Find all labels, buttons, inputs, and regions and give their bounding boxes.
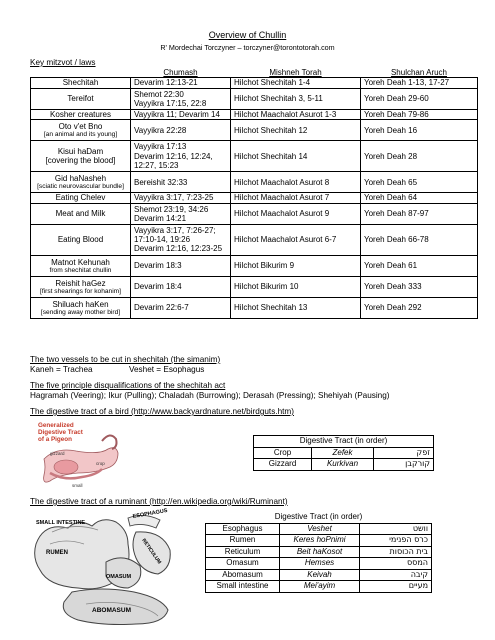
- key-mitzvot-label: Key mitzvot / laws: [30, 58, 96, 67]
- mitzvah-name: Kisui haDam [covering the blood]: [45, 147, 116, 166]
- mitzvah-gloss: [sciatic neurovascular bundle]: [37, 183, 124, 191]
- mishneh-source-cell: Hilchot Shechitah 12: [231, 120, 361, 141]
- page-title: Overview of Chullin: [208, 30, 287, 40]
- mitzvah-name-cell: [31, 88, 131, 109]
- mitzvah-row: [31, 255, 478, 276]
- mitzvah-name: Meat and Milk: [55, 209, 106, 219]
- diagram-title-line: of a Pigeon: [38, 436, 72, 443]
- mitzvah-row: [31, 224, 478, 255]
- veshet-definition: Veshet = Esophagus: [129, 365, 205, 374]
- organ-hebrew-cell: מעיים: [360, 581, 432, 593]
- diagram-title-line: Generalized: [38, 422, 74, 429]
- organ-english-cell: Small intestine: [206, 581, 280, 593]
- organ-english-cell: Abomasum: [206, 569, 280, 581]
- column-header: Shulchan Aruch: [361, 68, 478, 78]
- mishneh-source-cell: Hilchot Maachalot Asurot 6-7: [231, 224, 361, 255]
- mitzvah-name-cell: [31, 193, 131, 204]
- mitzvah-name: Shiluach haKen: [52, 299, 109, 309]
- mitzvah-name: Eating Blood: [57, 235, 104, 245]
- organ-transliteration-cell: Beit haKosot: [280, 546, 360, 558]
- shulchan-source-cell: Yoreh Deah 79-86: [361, 109, 478, 120]
- bird-digestive-table: [253, 435, 434, 471]
- chumash-source-cell: Shemot 22:30 Vayyikra 17:15, 22:8: [131, 88, 231, 109]
- author-line: R' Mordechai Torczyner – torczyner@torontotorah.com: [160, 43, 335, 52]
- mitzvah-name-cell: [31, 109, 131, 120]
- digestive-row: [254, 447, 434, 459]
- reticulum-diagram-label: RETICULUM: [140, 537, 163, 566]
- shulchan-source-cell: Yoreh Deah 28: [361, 141, 478, 172]
- chumash-source-cell: Shemot 23:19, 34:26 Devarim 14:21: [131, 203, 231, 224]
- shulchan-source-cell: Yoreh Deah 66-78: [361, 224, 478, 255]
- mitzvah-name: Matnot Kehunah: [51, 257, 110, 267]
- mitzvah-row: [31, 88, 478, 109]
- column-header: Chumash: [131, 68, 231, 78]
- mishneh-source-cell: Hilchot Maachalot Asurot 9: [231, 203, 361, 224]
- mitzvah-row: [31, 109, 478, 120]
- mitzvah-row: [31, 141, 478, 172]
- mitzvah-name-cell: [31, 78, 131, 89]
- organ-hebrew-cell: קיבה: [360, 569, 432, 581]
- chumash-source-cell: Vayyikra 3:17, 7:23-25: [131, 193, 231, 204]
- mitzvah-name: Shechitah: [62, 78, 99, 88]
- digestive-row: [206, 546, 432, 558]
- organ-transliteration-cell: Hemses: [280, 558, 360, 570]
- digestive-row: [206, 535, 432, 547]
- mitzvah-name: Gid haNasheh: [54, 174, 107, 183]
- kaneh-definition: Kaneh = Trachea: [30, 365, 93, 374]
- mitzvah-name-cell: [31, 120, 131, 141]
- mitzvah-row: [31, 297, 478, 318]
- mitzvah-name-cell: [31, 276, 131, 297]
- digestive-row: [206, 581, 432, 593]
- chumash-source-cell: Devarim 18:4: [131, 276, 231, 297]
- mishneh-source-cell: Hilchot Maachalot Asurot 1-3: [231, 109, 361, 120]
- organ-english-cell: Rumen: [206, 535, 280, 547]
- digestive-row: [206, 523, 432, 535]
- chumash-source-cell: Vayyikra 11; Devarim 14: [131, 109, 231, 120]
- mitzvah-name-cell: [31, 141, 131, 172]
- omasum-diagram-label: OMASUM: [106, 574, 132, 580]
- mitzvah-name-cell: [31, 255, 131, 276]
- mishneh-source-cell: Hilchot Shechitah 14: [231, 141, 361, 172]
- chumash-source-cell: Devarim 18:3: [131, 255, 231, 276]
- organ-transliteration-cell: Veshet: [280, 523, 360, 535]
- mitzvah-gloss: [first shearings for kohanim]: [40, 287, 121, 295]
- mitzvah-name: Reishit haGez: [55, 278, 106, 288]
- mitzvah-row: [31, 276, 478, 297]
- esophagus-diagram-label: ESOPHAGUS: [132, 508, 168, 520]
- shulchan-source-cell: Yoreh Deah 65: [361, 172, 478, 193]
- organ-transliteration-cell: Kurkivan: [312, 459, 374, 471]
- chumash-source-cell: Vayyikra 3:17, 7:26-27; 17:10-14, 19:26 Devarim 12:16, 12:23-25: [131, 224, 231, 255]
- mitzvah-row: [31, 120, 478, 141]
- chumash-source-cell: Vayyikra 22:28: [131, 120, 231, 141]
- mitzvah-name-cell: [31, 203, 131, 224]
- shulchan-source-cell: Yoreh Deah 64: [361, 193, 478, 204]
- organ-hebrew-cell: בית הכוסות: [360, 546, 432, 558]
- rumen-diagram-label: RUMEN: [46, 550, 68, 556]
- organ-english-cell: Reticulum: [206, 546, 280, 558]
- mitzvah-name: Tereifot: [67, 94, 94, 104]
- mishneh-source-cell: Hilchot Shechitah 1-4: [231, 78, 361, 89]
- organ-english-cell: Crop: [254, 447, 312, 459]
- mitzvah-name-cell: [31, 297, 131, 318]
- organ-hebrew-cell: וושט: [360, 523, 432, 535]
- chumash-source-cell: Vayyikra 17:13 Devarim 12:16, 12:24, 12:27, 15:23: [131, 141, 231, 172]
- disqualifications-heading: The five principle disqualifications of the shechitah act: [30, 381, 226, 390]
- bird-heading: The digestive tract of a bird (http://www.backyardnature.net/birdguts.htm): [30, 407, 294, 416]
- mitzvah-name-cell: [31, 172, 131, 193]
- ruminant-heading: The digestive tract of a ruminant (http://en.wikipedia.org/wiki/Ruminant): [30, 497, 288, 506]
- mishneh-source-cell: Hilchot Shechitah 3, 5-11: [231, 88, 361, 109]
- disqualifications-list: Hagramah (Veering); Ikur (Pulling); Chaladah (Burrowing); Derasah (Pressing); Shehiyah (Pausing): [30, 391, 390, 400]
- organ-transliteration-cell: Keivah: [280, 569, 360, 581]
- mitzvah-name: Eating Chelev: [55, 193, 106, 203]
- mitzvah-name-cell: [31, 224, 131, 255]
- organ-english-cell: Gizzard: [254, 459, 312, 471]
- organ-hebrew-cell: המסס: [360, 558, 432, 570]
- chumash-source-cell: Devarim 22:6-7: [131, 297, 231, 318]
- shulchan-source-cell: Yoreh Deah 292: [361, 297, 478, 318]
- abomasum-diagram-label: ABOMASUM: [92, 607, 131, 614]
- organ-hebrew-cell: כרס הפנימי: [360, 535, 432, 547]
- ruminant-table-header: Digestive Tract (in order): [206, 512, 432, 523]
- mitzvot-table: [30, 68, 478, 319]
- mitzvah-name: Kosher creatures: [50, 109, 111, 119]
- ruminant-stomach-diagram: [32, 508, 194, 628]
- shulchan-source-cell: Yoreh Deah 29-60: [361, 88, 478, 109]
- column-header: Mishneh Torah: [231, 68, 361, 78]
- crop-label: crop: [96, 461, 105, 466]
- mitzvah-row: [31, 172, 478, 193]
- vessels-heading: The two vessels to be cut in shechitah (the simanim): [30, 355, 221, 364]
- shulchan-source-cell: Yoreh Deah 1-13, 17-27: [361, 78, 478, 89]
- mitzvah-row: [31, 203, 478, 224]
- mishneh-source-cell: Hilchot Maachalot Asurot 8: [231, 172, 361, 193]
- mitzvah-name: Oto v'et Bno: [58, 122, 103, 131]
- mitzvah-gloss: [sending away mother bird]: [40, 308, 121, 316]
- pigeon-digestive-diagram: [36, 419, 122, 495]
- organ-english-cell: Omasum: [206, 558, 280, 570]
- digestive-row: [254, 459, 434, 471]
- organ-english-cell: Esophagus: [206, 523, 280, 535]
- bird-table-header: Digestive Tract (in order): [254, 436, 434, 448]
- mishneh-source-cell: Hilchot Maachalot Asurot 7: [231, 193, 361, 204]
- small-intestine-diagram-label: SMALL INTESTINE: [36, 520, 86, 526]
- digestive-row: [206, 569, 432, 581]
- chumash-source-cell: Bereishit 32:33: [131, 172, 231, 193]
- organ-transliteration-cell: Zefek: [312, 447, 374, 459]
- ruminant-digestive-table: [205, 512, 432, 593]
- mitzvah-row: [31, 78, 478, 89]
- mishneh-source-cell: Hilchot Shechitah 13: [231, 297, 361, 318]
- mitzvah-gloss: [an animal and its young]: [43, 131, 118, 139]
- gizzard-label: gizzard: [50, 451, 65, 456]
- table-header-row: [31, 68, 478, 78]
- small-intestine-label: small: [72, 483, 83, 488]
- shulchan-source-cell: Yoreh Deah 333: [361, 276, 478, 297]
- shulchan-source-cell: Yoreh Deah 87-97: [361, 203, 478, 224]
- mitzvah-row: [31, 193, 478, 204]
- organ-transliteration-cell: Keres hoPnimi: [280, 535, 360, 547]
- mishneh-source-cell: Hilchot Bikurim 10: [231, 276, 361, 297]
- shulchan-source-cell: Yoreh Deah 61: [361, 255, 478, 276]
- mishneh-source-cell: Hilchot Bikurim 9: [231, 255, 361, 276]
- mitzvah-gloss: from shechitat chullin: [49, 266, 112, 274]
- digestive-row: [206, 558, 432, 570]
- organ-hebrew-cell: זפק: [374, 447, 434, 459]
- shulchan-source-cell: Yoreh Deah 16: [361, 120, 478, 141]
- chumash-source-cell: Devarim 12:13-21: [131, 78, 231, 89]
- organ-transliteration-cell: Mei'ayim: [280, 581, 360, 593]
- diagram-title-line: Digestive Tract: [38, 429, 83, 436]
- organ-hebrew-cell: קורקבן: [374, 459, 434, 471]
